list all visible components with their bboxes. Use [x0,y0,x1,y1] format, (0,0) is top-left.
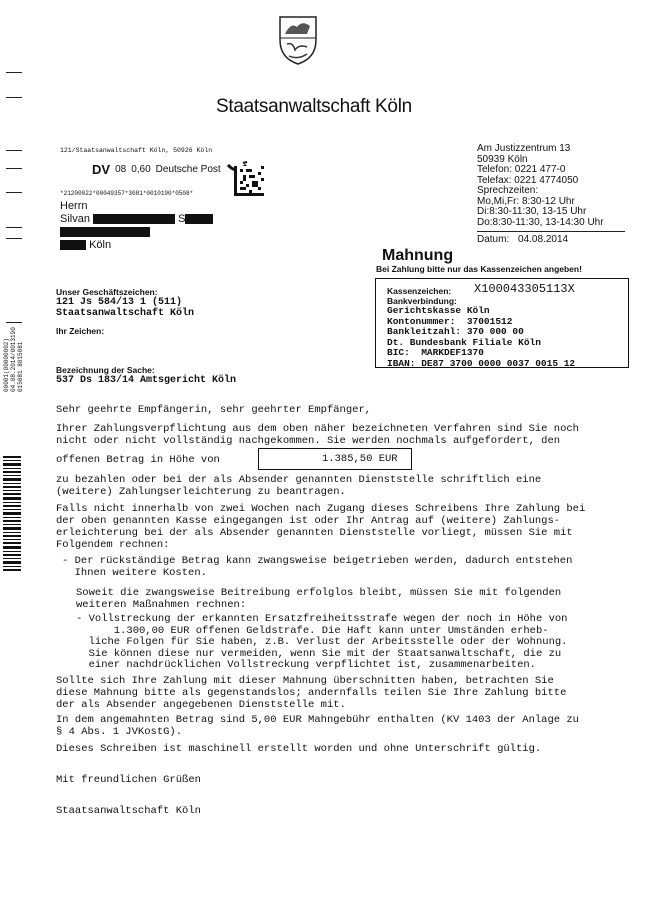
contact-line: Telefon: 0221 477-0 [477,164,566,175]
paragraph [56,423,579,447]
paragraph-line: (weitere) Zahlungserleichterung zu beantragen. [56,486,346,498]
paragraph-line: der oben genannten Kasse eingegangen ist oder Ihr Antrag auf (weitere) Zahlungs- [56,515,561,527]
contact-line: Do:8:30-11:30, 13-14:30 Uhr [477,216,604,228]
contact-line: Mo,Mi,Fr: 8:30-12 Uhr [477,195,575,207]
contact-line: 50939 Köln [477,153,528,165]
fold-mark [6,72,22,73]
paragraph-line: Soweit die zwangsweise Beitreibung erfolglos bleibt, müssen Sie mit folgenden [76,587,562,599]
amount-label: offenen Betrag in Höhe von [56,454,220,466]
bank-detail-row: BIC: MARKDEF1370 [387,347,484,358]
sender-line: 121/Staatsanwaltschaft Köln, 50926 Köln [60,147,213,154]
fold-mark [6,238,22,239]
recipient-salutation: Herrn [60,200,88,212]
side-codes [3,327,24,392]
paragraph-line: Sollte sich Ihre Zahlung mit dieser Mahnung überschnitten haben, betrachten Sie [56,675,554,687]
mahnung-title: Mahnung [382,247,454,264]
letter-date: 04.08.2014 [518,234,569,245]
fold-mark [6,322,22,323]
paragraph [56,714,579,738]
paragraph-line: weiteren Maßnahmen rechnen: [76,599,247,611]
paragraph-line: In dem angemahnten Betrag sind 5,00 EUR Mahngebühr enthalten (KV 1403 der Anlage zu [56,714,579,726]
paragraph: Dieses Schreiben ist maschinell erstellt worden und ohne Unterschrift gültig. [56,743,542,755]
our-reference [56,297,194,319]
recipient-name-suffix: S [178,213,186,225]
matter-label: Bezeichnung der Sache: [56,365,155,375]
contact-line: Am Justizzentrum 13 [477,143,571,154]
date-label: Datum: [477,234,510,245]
closing: Mit freundlichen Grüßen [56,774,201,786]
postage-number: *21200022*00049357*3081*0010190*0508* [60,190,194,197]
postage-dv: DV [92,161,111,177]
our-ref-org: Staatsanwaltschaft Köln [56,308,195,319]
recipient-first-name: Silvan [60,213,90,225]
fold-mark [6,168,22,169]
signature: Staatsanwaltschaft Köln [56,805,201,817]
paragraph-line: Sie können diese nur vermeiden, wenn Sie mit der Staatsanwaltschaft, die zu [76,647,562,660]
bank-detail-row: Gerichtskasse Köln [387,305,490,316]
paragraph-line: Ihrer Zahlungsverpflichtung aus dem oben näher bezeichneten Verfahren sind Sie noch [56,423,579,435]
postage-carrier: Deutsche Post [155,163,221,175]
side-barcode [3,456,21,572]
side-code-line: 015081 8015081 [17,341,24,392]
kassenzeichen-label: Kassenzeichen: [387,286,452,296]
fold-mark [6,97,22,98]
side-code-line: 04.08.2014/0013190 [10,327,17,392]
paragraph-line: diese Mahnung bitte als gegenstandslos; andernfalls teilen Sie Ihre Zahlung bitte [56,687,567,699]
paragraph [56,474,541,498]
bank-details [387,306,575,369]
bank-label: Bankverbindung: [387,296,457,306]
paragraph-line: erleichterung bei der als Absender genannten Dienststelle vorliegt, müssen Sie mit [56,527,573,539]
our-ref-label: Unser Geschäftszeichen: [56,287,158,297]
your-ref-label: Ihr Zeichen: [56,326,105,336]
kassenzeichen-value: X100043305113X [474,282,575,296]
contact-line: Di:8:30-11:30, 13-15 Uhr [477,206,587,217]
contact-line: Sprechzeiten: [477,185,539,196]
sub-paragraph [76,587,561,611]
greeting: Sehr geehrte Empfängerin, sehr geehrter Empfänger, [56,404,372,416]
bank-detail-row: IBAN: DE87 3700 0000 0037 0015 12 [387,357,576,369]
amount-value: 1.385,50 EUR [322,453,398,465]
paragraph-line: zu bezahlen oder bei der als Absender genannten Dienststelle schriftlich eine [56,474,542,486]
contact-line: Telefax: 0221 4774050 [477,174,579,186]
paragraph-line: der als Absender angegebenen Dienststelle mit. [56,699,346,711]
paragraph-line: nicht oder nicht vollständig nachgekommen. Sie werden nochmals aufgefordert, den [56,435,561,447]
redaction-bar [60,227,150,237]
mahnung-subtitle: Bei Zahlung bitte nur das Kassenzeichen angeben! [376,264,582,274]
paragraph-line: Ihnen weitere Kosten. [62,567,207,579]
paragraph [56,503,585,551]
side-code-line: 00001(00000002) [3,337,10,392]
postage-code: 08 [115,163,127,175]
paragraph-line: liche Folgen für Sie haben, z.B. Verlust der Arbeitsstelle oder der Wohnung. [76,636,568,649]
bank-detail-row: Bankleitzahl: 370 000 00 [387,326,524,337]
authority-title: Staatsanwaltschaft Köln [216,96,412,117]
bank-detail-row: Dt. Bundesbank Filiale Köln [387,336,541,348]
paragraph-line: - Der rückständige Betrag kann zwangsweise beigetrieben werden, dadurch entstehen [62,555,573,567]
recipient-city: Köln [89,239,112,251]
matter-value: 537 Ds 183/14 Amtsgericht Köln [56,375,237,386]
sub-bullet-item [76,614,567,672]
recipient-address [60,200,213,252]
coat-of-arms-icon [277,14,319,66]
contact-block [477,144,604,228]
fold-mark [6,227,22,228]
redaction-bar [185,214,213,224]
fold-mark [6,150,22,151]
fold-mark [6,192,22,193]
paragraph-line: § 4 Abs. 1 JVKostG). [56,726,183,738]
redaction-bar [93,214,175,224]
paragraph-line: 1.300,00 EUR offenen Geldstrafe. Die Haft kann unter Umständen erheb- [76,624,549,637]
paragraph-line: Falls nicht innerhalb von zwei Wochen nach Zugang dieses Schreibens Ihre Zahlung bei [56,503,586,515]
paragraph-line: - Vollstreckung der erkannten Ersatzfreiheitsstrafe wegen der noch in Höhe von [76,613,568,625]
paragraph-line: Folgendem rechnen: [56,539,170,551]
paragraph-line: einer nachdrücklichen Vollstreckung verpflichtet ist, zusammenarbeiten. [76,659,536,672]
postage-amount: 0,60 [131,163,151,175]
bank-detail-row: Kontonummer: 37001512 [387,315,513,327]
date-divider [477,231,625,232]
date-line [477,234,568,245]
datamatrix-code [234,166,264,196]
our-ref-number: 121 Js 584/13 1 (511) [56,297,183,308]
paragraph [56,675,566,711]
bullet-item [62,555,572,579]
redaction-bar [60,240,86,250]
postage-stamp [92,161,248,177]
